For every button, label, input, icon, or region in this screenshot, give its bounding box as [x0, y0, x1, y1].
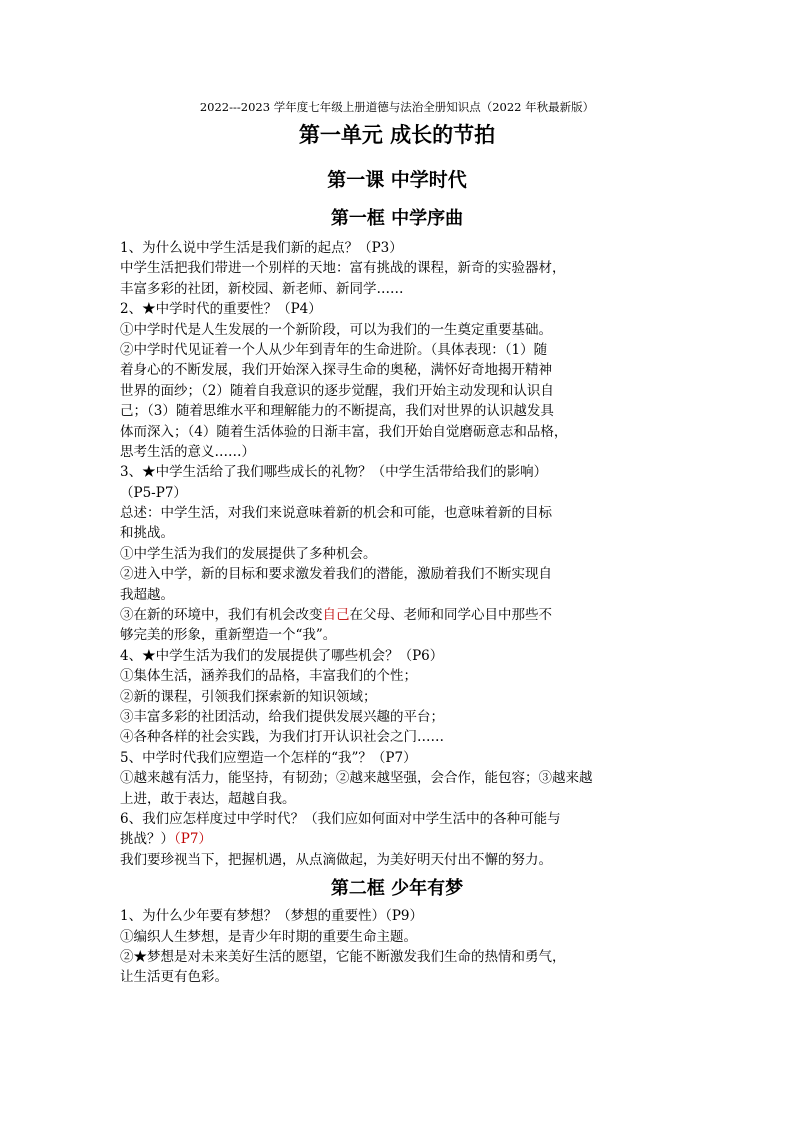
- text-run: 在父母、老师和同学心目中那些不: [349, 607, 552, 624]
- text-run: ③在新的环境中，我们有机会改变: [120, 607, 323, 624]
- text-line: ①越来越有活力，能坚持，有韧劲；②越来越坚强，会合作，能包容；③越来越: [120, 770, 593, 787]
- text-line: 着身心的不断发展，我们开始深入探寻生命的奥秘，满怀好奇地揭开精神: [120, 362, 552, 379]
- unit-title: 第一单元 成长的节拍: [298, 123, 496, 147]
- text-line: 4、★中学生活为我们的发展提供了哪些机会？（P6）: [120, 647, 444, 664]
- text-line: 和挑战。: [120, 525, 174, 542]
- text-line: ②进入中学，新的目标和要求激发着我们的潜能，激励着我们不断实现自: [120, 566, 552, 583]
- text-line-with-highlight: [120, 829, 680, 849]
- text-line: 丰富多彩的社团，新校园、新老师、新同学……: [120, 280, 404, 297]
- highlight-text: 自己: [322, 607, 350, 624]
- text-line: ①集体生活，涵养我们的品格，丰富我们的个性；: [120, 668, 417, 685]
- text-run: 挑战？）: [120, 831, 174, 848]
- text-line: 世界的面纱；（2）随着自我意识的逐步觉醒，我们开始主动发现和认识自: [120, 382, 554, 399]
- text-line: ②新的课程，引领我们探索新的知识领域；: [120, 688, 377, 705]
- text-line: ①编织人生梦想，是青少年时期的重要生命主题。: [120, 928, 417, 945]
- lesson-title: 第一课 中学时代: [327, 169, 467, 191]
- text-line: 我们要珍视当下，把握机遇，从点滴做起，为美好明天付出不懈的努力。: [120, 851, 552, 868]
- text-line: 1、为什么少年要有梦想？（梦想的重要性）（P9）: [120, 908, 424, 925]
- text-line: ②中学时代见证着一个人从少年到青年的生命进阶。（具体表现：（1）随: [120, 341, 548, 358]
- text-line: 5、中学时代我们应塑造一个怎样的“我”？（P7）: [120, 749, 417, 766]
- text-line: ④各种各样的社会实践，为我们打开认识社会之门……: [120, 729, 444, 746]
- frame-title-2: 第二框 少年有梦: [330, 878, 464, 900]
- page-ref-highlight: （P7）: [174, 831, 212, 848]
- frame-2-body: [120, 906, 680, 988]
- text-line: 够完美的形象，重新塑造一个“我”。: [120, 627, 337, 644]
- text-line: 体而深入；（4）随着生活体验的日渐丰富，我们开始自觉磨砺意志和品格，: [120, 423, 568, 440]
- frame-1-body: [120, 238, 680, 870]
- text-line-with-highlight: [120, 605, 680, 625]
- text-line: （P5-P7）: [120, 484, 187, 501]
- document-title: 2022---2023 学年度七年级上册道德与法治全册知识点（2022 年秋最新版）: [199, 100, 595, 114]
- text-line: 总述：中学生活，对我们来说意味着新的机会和可能，也意味着新的目标: [120, 505, 552, 522]
- text-line: 6、我们应怎样度过中学时代？（我们应如何面对中学生活中的各种可能与: [120, 810, 561, 827]
- text-line: ②★梦想是对未来美好生活的愿望，它能不断激发我们生命的热情和勇气，: [120, 948, 566, 965]
- frame-title-1: 第一框 中学序曲: [330, 208, 464, 229]
- text-line: 我超越。: [120, 586, 174, 603]
- text-line: 思考生活的意义……）: [120, 443, 255, 460]
- text-line: 上进，敢于表达，超越自我。: [120, 790, 296, 807]
- text-line: 中学生活把我们带进一个别样的天地：富有挑战的课程，新奇的实验器材，: [120, 260, 566, 277]
- text-line: 让生活更有色彩。: [120, 969, 228, 986]
- text-line: ①中学生活为我们的发展提供了多种机会。: [120, 545, 377, 562]
- text-line: 2、★中学时代的重要性？（P4）: [120, 301, 322, 318]
- text-line: ③丰富多彩的社团活动，给我们提供发展兴趣的平台；: [120, 708, 444, 725]
- text-line: ①中学时代是人生发展的一个新阶段，可以为我们的一生奠定重要基础。: [120, 321, 552, 338]
- text-line: 己；（3）随着思维水平和理解能力的不断提高，我们对世界的认识越发具: [120, 403, 554, 420]
- text-line: 3、★中学生活给了我们哪些成长的礼物？（中学生活带给我们的影响）: [120, 464, 548, 481]
- text-line: 1、为什么说中学生活是我们新的起点？（P3）: [120, 240, 403, 256]
